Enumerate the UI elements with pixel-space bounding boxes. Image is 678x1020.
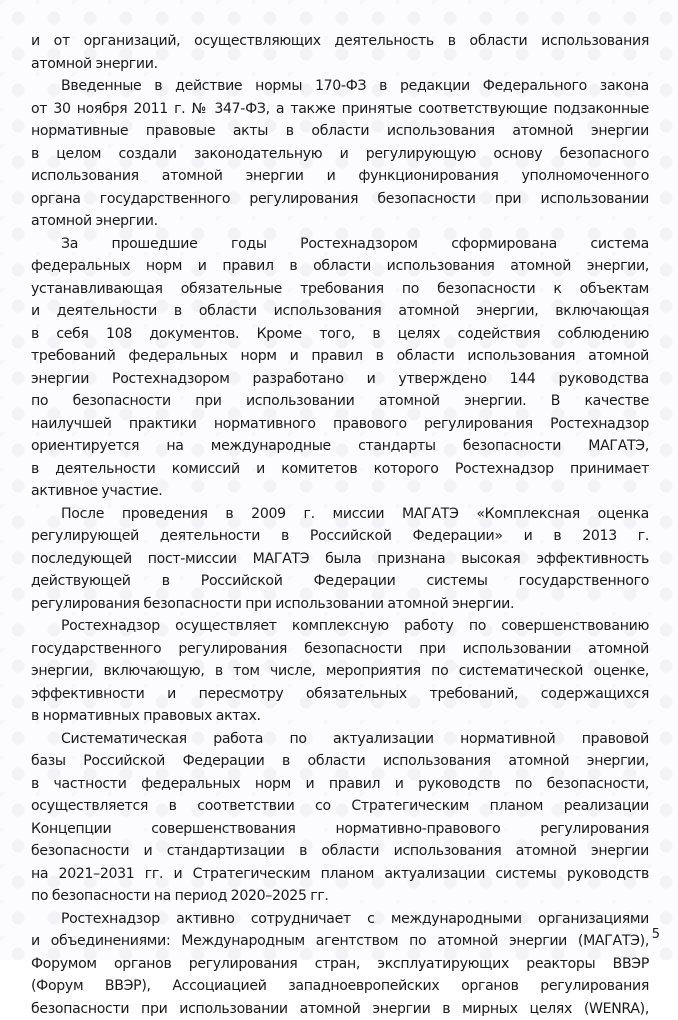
text-line: активное участие. (31, 480, 649, 503)
paragraph-continuation (31, 30, 649, 75)
paragraph-federal-norms (31, 233, 649, 503)
text-line: За прошедшие годы Ростехнадзором сформирована система (31, 233, 649, 256)
text-line: органа государственного регулирования безопасности при использовании (31, 188, 649, 211)
text-line: Систематическая работа по актуализации нормативной правовой (31, 728, 649, 751)
body-text (31, 30, 649, 1020)
text-line: и от организаций, осуществляющих деятельность в области использования (31, 30, 649, 53)
text-line: (Форум ВВЭР), Ассоциацией западноевропейских органов регулирования (31, 975, 649, 998)
text-line: последующей пост-миссии МАГАТЭ была признана высокая эффективность (31, 548, 649, 571)
text-line: нормативные правовые акты в области использования атомной энергии (31, 120, 649, 143)
text-line: по безопасности при использовании атомной энергии. В качестве (31, 390, 649, 413)
text-line: наилучшей практики нормативного правового регулирования Ростехнадзор (31, 413, 649, 436)
text-line: государственного регулирования безопасности при использовании атомной (31, 638, 649, 661)
text-line: регулирования безопасности при использовании атомной энергии. (31, 593, 649, 616)
text-line: от 30 ноября 2011 г. № 347-ФЗ, а также принятые соответствующие подзаконные (31, 98, 649, 121)
text-line: Форумом органов регулирования стран, эксплуатирующих реакторы ВВЭР (31, 953, 649, 976)
text-line: требований федеральных норм и правил в области использования атомной (31, 345, 649, 368)
text-line: и объединениями: Международным агентством по атомной энергии (МАГАТЭ), (31, 930, 649, 953)
text-line: в нормативных правовых актах. (31, 705, 649, 728)
text-line: в себя 108 документов. Кроме того, в целях содействия соблюдению (31, 323, 649, 346)
text-line: энергии, включающую, в том числе, мероприятия по систематической оценке, (31, 660, 649, 683)
text-line: ориентируется на международные стандарты безопасности МАГАТЭ, (31, 435, 649, 458)
text-line: федеральных норм и правил в области использования атомной энергии, (31, 255, 649, 278)
text-line: безопасности и стандартизации в области использования атомной энергии (31, 840, 649, 863)
text-line: использования атомной энергии и функционирования уполномоченного (31, 165, 649, 188)
text-line: устанавливающая обязательные требования по безопасности к объектам (31, 278, 649, 301)
text-line: по безопасности на период 2020–2025 гг. (31, 885, 649, 908)
text-line: осуществляется в соответствии со Стратегическим планом реализации (31, 795, 649, 818)
page-number: 5 (652, 927, 660, 943)
text-line: и деятельности в области использования атомной энергии, включающая (31, 300, 649, 323)
text-line: После проведения в 2009 г. миссии МАГАТЭ «Комплексная оценка (31, 503, 649, 526)
text-line: безопасности при использовании атомной энергии в мирных целях (WENRA), (31, 998, 649, 1020)
text-line: Введенные в действие нормы 170-ФЗ в редакции Федерального закона (31, 75, 649, 98)
paragraph-improvement-work (31, 615, 649, 728)
text-line: атомной энергии. (31, 210, 649, 233)
text-line: регулирующей деятельности в Российской Федерации» и в 2013 г. (31, 525, 649, 548)
text-line: энергии Ростехнадзором разработано и утверждено 144 руководства (31, 368, 649, 391)
text-line: на 2021–2031 гг. и Стратегическим планом актуализации системы руководств (31, 863, 649, 886)
text-line: эффективности и пересмотру обязательных требований, содержащихся (31, 683, 649, 706)
text-line: Концепции совершенствования нормативно-правового регулирования (31, 818, 649, 841)
text-line: действующей в Российской Федерации системы государственного (31, 570, 649, 593)
text-line: в целом создали законодательную и регулирующую основу безопасного (31, 143, 649, 166)
text-line: базы Российской Федерации в области использования атомной энергии, (31, 750, 649, 773)
paragraph-iaea-mission (31, 503, 649, 616)
paragraph-international-cooperation (31, 908, 649, 1020)
paragraph-systematic-work (31, 728, 649, 908)
text-line: в деятельности комиссий и комитетов которого Ростехнадзор принимает (31, 458, 649, 481)
paragraph-regulatory-acts (31, 75, 649, 233)
text-line: атомной энергии. (31, 53, 649, 76)
text-line: Ростехнадзор активно сотрудничает с международными организациями (31, 908, 649, 931)
text-line: Ростехнадзор осуществляет комплексную работу по совершенствованию (31, 615, 649, 638)
text-line: в частности федеральных норм и правил и руководств по безопасности, (31, 773, 649, 796)
